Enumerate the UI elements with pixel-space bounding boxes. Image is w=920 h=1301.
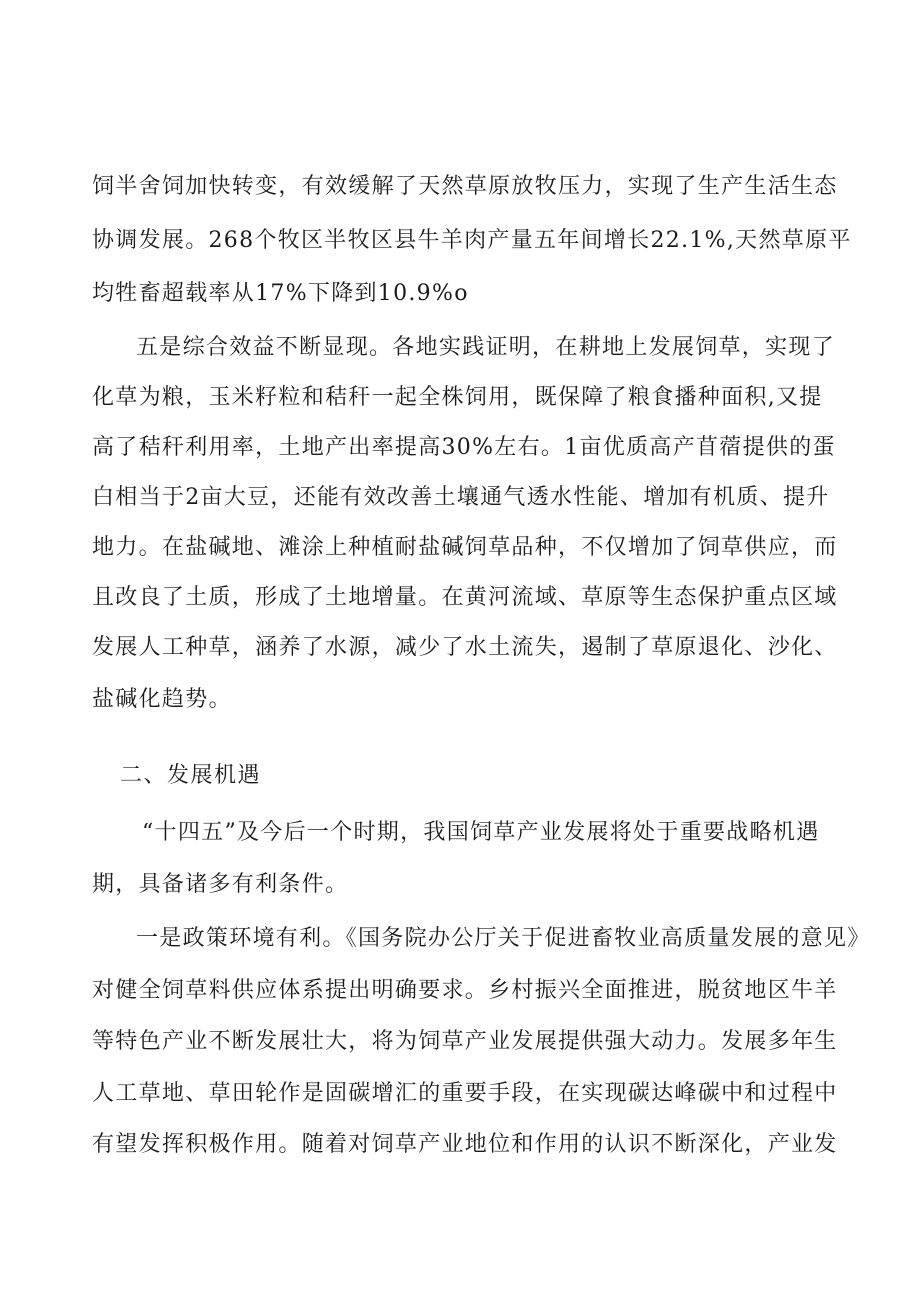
text-line: “十四五”及今后一个时期，我国饲草产业发展将处于重要战略机遇 — [142, 820, 820, 845]
text-line: 高了秸秆利用率，土地产出率提高30%左右。1亩优质高产苜蓿提供的蛋 — [92, 435, 836, 460]
text-line: 发展人工种草，涵养了水源，减少了水土流失，遏制了草原退化、沙化、 — [92, 635, 838, 660]
text-line: 一是政策环境有利。《国务院办公厅关于促进畜牧业高质量发展的意见》 — [136, 926, 871, 951]
text-line: 对健全饲草料供应体系提出明确要求。乡村振兴全面推进，脱贫地区牛羊 — [92, 978, 838, 1003]
text-line: 期，具备诸多有利条件。 — [92, 872, 349, 897]
text-line: 人工草地、草田轮作是固碳增汇的重要手段，在实现碳达峰碳中和过程中 — [92, 1081, 838, 1106]
text-line: 等特色产业不断发展壮大，将为饲草产业发展提供强大动力。发展多年生 — [92, 1029, 838, 1054]
text-line: 五是综合效益不断显现。各地实践证明，在耕地上发展饲草，实现了 — [136, 335, 836, 360]
text-line: 且改良了土质，形成了土地增量。在黄河流域、草原等生态保护重点区域 — [92, 585, 838, 610]
text-line: 饲半舍饲加快转变，有效缓解了天然草原放牧压力，实现了生产生活生态 — [92, 174, 838, 199]
text-line: 白相当于2亩大豆，还能有效改善土壤通气透水性能、增加有机质、提升 — [92, 485, 830, 510]
text-line: 化草为粮，玉米籽粒和秸秆一起全株饲用，既保障了粮食播种面积,又提 — [92, 385, 823, 410]
section-heading: 二、发展机遇 — [120, 763, 262, 788]
text-line: 盐碱化趋势。 — [92, 687, 232, 712]
text-line: 协调发展。268个牧区半牧区县牛羊肉产量五年间增长22.1%,天然草原平 — [92, 228, 852, 253]
text-line: 有望发挥积极作用。随着对饲草产业地位和作用的认识不断深化，产业发 — [92, 1132, 838, 1157]
text-line: 地力。在盐碱地、滩涂上种植耐盐碱饲草品种，不仅增加了饲草供应，而 — [92, 535, 838, 560]
text-line: 均牲畜超载率从17%下降到10.9%o — [92, 281, 469, 306]
